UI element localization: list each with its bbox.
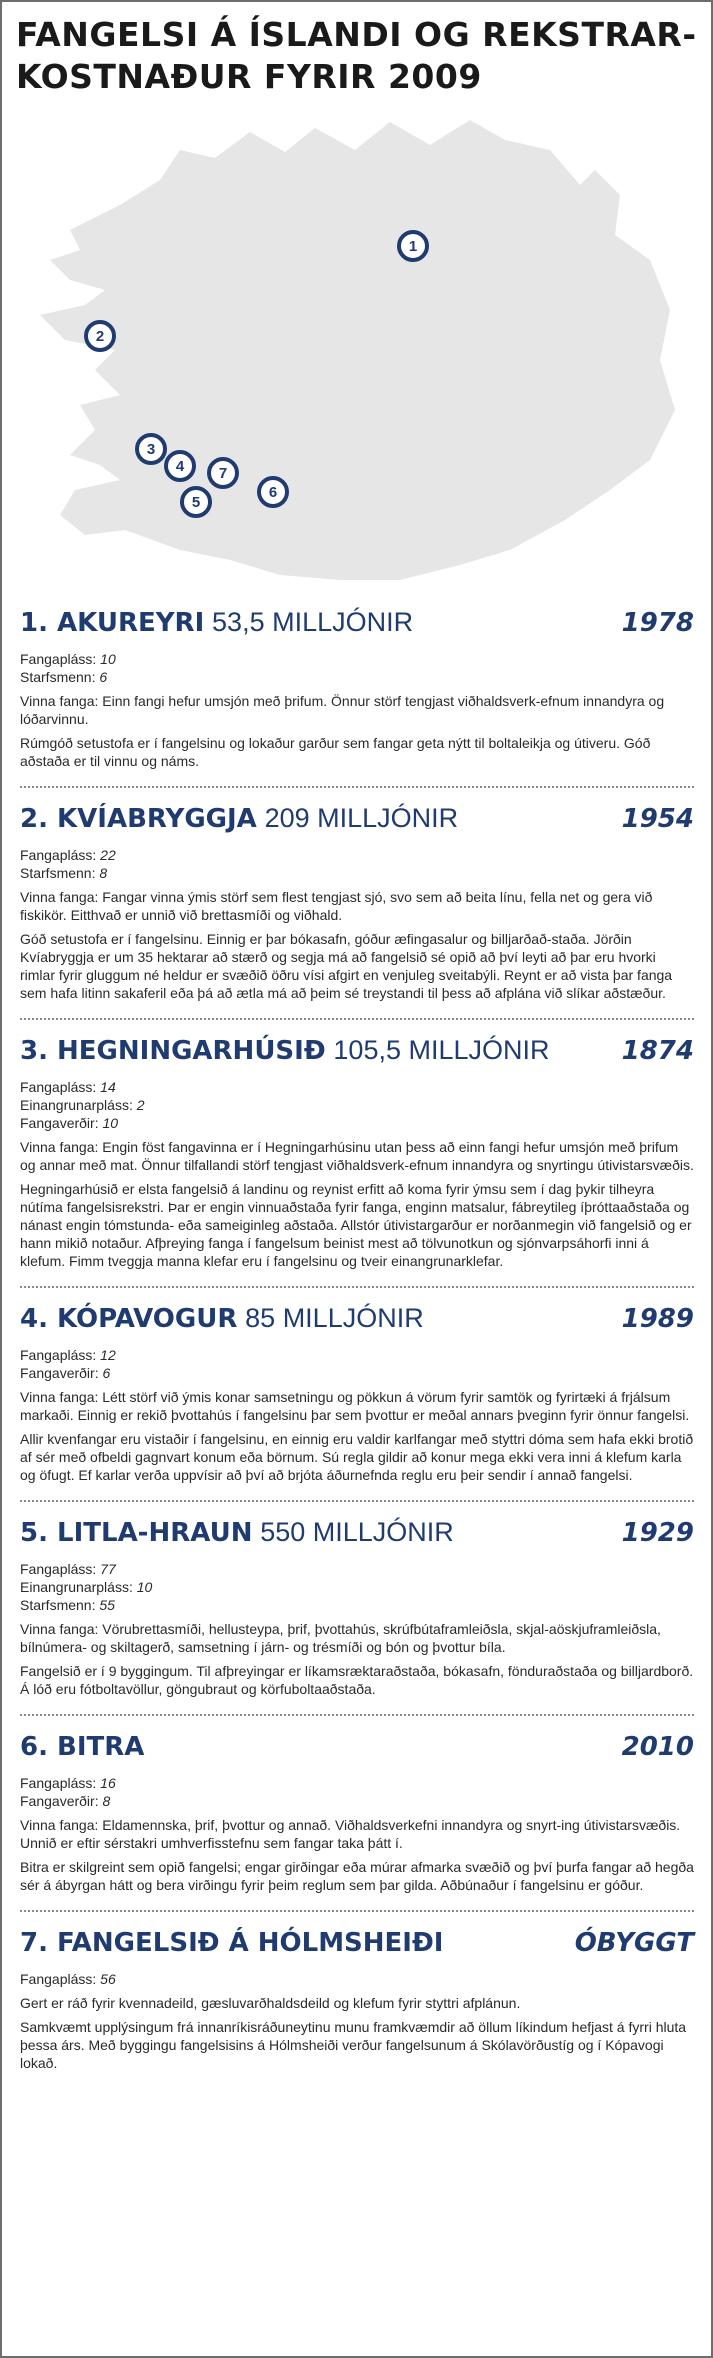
prison-cost: 209 MILLJÓNIR [264, 803, 459, 833]
prison-name: 1. AKUREYRI [20, 608, 205, 638]
fact-value: 6 [102, 1365, 111, 1381]
section-divider [20, 1500, 694, 1502]
fact-row [20, 1114, 694, 1132]
prison-paragraph: Rúmgóð setustofa er í fangelsinu og lokaður garður sem fangar geta nýtt til boltaleikja og útiveru. Góð aðstaða er til vinnu og náms. [20, 735, 651, 769]
prison-name: 5. LITLA-HRAUN [20, 1518, 253, 1548]
prison-section [20, 1922, 694, 2078]
prison-facts [20, 1078, 694, 1132]
prison-year: ÓBYGGT [574, 1928, 694, 1958]
prison-paragraph: Góð setustofa er í fangelsinu. Einnig er þar bókasafn, góður æfingasalur og billjarðað-staða. Jörðin Kvíabryggja er um 35 hektarar að stærð og segja má að fangelsið sé opið að því leyti að þar eru hvorki rimlar fyrir gluggum né heldur er svæðið öðru vísi afgirt en venjuleg sveitabýli. Reynt er að vista þar fanga sem hafa litinn sakaferil eða þá að ætla má að þeim sé treystandi til þess að afplána við slíkar aðstæður. [20, 931, 673, 1001]
map-marker-3-label: 3 [146, 441, 156, 458]
prison-paragraph: Vinna fanga: Létt störf við ýmis konar samsetningu og pökkun á vörum fyrir samtök og fyrirtæki á frjálsum markaði. Einnig er rekið þvottahús í fangelsinu þar sem þvottur er meðal annars þveginn fyrir önnur fangelsi. [20, 1389, 690, 1423]
fact-label: Fangapláss: [20, 1971, 97, 1987]
prison-header [20, 606, 694, 648]
map-marker-5-label: 5 [191, 494, 201, 511]
prison-header [20, 1302, 694, 1344]
section-divider [20, 1910, 694, 1912]
fact-label: Fangaverðir: [20, 1793, 99, 1809]
prison-facts [20, 846, 694, 882]
fact-row [20, 650, 694, 668]
fact-value: 12 [100, 1347, 116, 1363]
fact-row [20, 1596, 694, 1614]
fact-label: Fangapláss: [20, 1079, 97, 1095]
prison-year: 2010 [621, 1732, 694, 1762]
fact-row [20, 846, 694, 864]
map-marker-2 [86, 322, 114, 350]
prison-cost: 105,5 MILLJÓNIR [333, 1035, 550, 1065]
prison-section [20, 1030, 694, 1276]
prison-cost: 53,5 MILLJÓNIR [212, 607, 414, 637]
fact-value: 55 [99, 1597, 115, 1613]
fact-row [20, 668, 694, 686]
prison-name: 7. FANGELSIÐ Á HÓLMSHEIÐI [20, 1928, 444, 1958]
prison-facts [20, 1346, 694, 1382]
fact-label: Einangrunarpláss: [20, 1579, 133, 1595]
section-divider [20, 1018, 694, 1020]
iceland-landmass [40, 120, 675, 580]
map-marker-4-label: 4 [175, 458, 185, 475]
map-marker-5 [182, 488, 210, 516]
fact-row [20, 1346, 694, 1364]
fact-label: Starfsmenn: [20, 865, 96, 881]
map-marker-7 [209, 459, 237, 487]
section-divider [20, 1714, 694, 1716]
headline-line-2: KOSTNAÐUR FYRIR 2009 [16, 57, 482, 96]
prison-paragraph: Vinna fanga: Engin föst fangavinna er í Hegningarhúsinu utan þess að einn fangi hefur umsjón með þrifum og annar með mat. Önnur tilfallandi störf tengjast viðhaldsverk-efnum innandyra og snyrtingu útivistarsvæðis. [20, 1139, 694, 1173]
prison-header [20, 1926, 694, 1968]
fact-value: 8 [99, 865, 108, 881]
prison-title [20, 1730, 144, 1762]
fact-row [20, 1578, 694, 1596]
prison-title [20, 1034, 550, 1066]
prison-paragraph: Fangelsið er í 9 byggingum. Til afþreyingar er líkamsræktaraðstaða, bókasafn, fönduraðstaða og billjardborð. Á lóð eru fótboltavöllur, göngubraut og körfuboltaaðstaða. [20, 1663, 694, 1697]
fact-value: 56 [100, 1971, 116, 1987]
map-marker-4 [166, 452, 194, 480]
prison-cost: 85 MILLJÓNIR [245, 1303, 424, 1333]
prison-header [20, 1730, 694, 1772]
fact-label: Einangrunarpláss: [20, 1097, 133, 1113]
prison-section [20, 602, 694, 776]
fact-row [20, 864, 694, 882]
fact-label: Fangapláss: [20, 1561, 97, 1577]
prison-name: 2. KVÍABRYGGJA [20, 804, 257, 834]
prison-paragraph: Gert er ráð fyrir kvennadeild, gæsluvarðhaldsdeild og klefum fyrir styttri afplánun. [20, 1995, 521, 2011]
fact-label: Starfsmenn: [20, 669, 96, 685]
prison-header [20, 802, 694, 844]
fact-row [20, 1078, 694, 1096]
prison-name: 6. BITRA [20, 1732, 145, 1762]
iceland-map [10, 110, 706, 595]
fact-row [20, 1560, 694, 1578]
prison-paragraph: Allir kvenfangar eru vistaðir í fangelsinu, en einnig eru valdir karlfangar með styttri dóma sem hafa ekki brotið af sér með ofbeldi gagnvart konum eða börnum. Sú regla gildir að konur mega ekki vera inni á klefum karla og öfugt. Ef karlar verða uppvísir að því að brjóta áðurnefnda reglu eru þeir sendir í annað fangelsi. [20, 1431, 694, 1483]
prison-title [20, 1926, 443, 1958]
prison-paragraph: Vinna fanga: Eldamennska, þrif, þvottur og annað. Viðhaldsverkefni innandyra og snyrt-ing útivistarsvæðis. Unnið er eftir sérstakri umhverfisstefnu sem fangar taka þátt í. [20, 1817, 681, 1851]
fact-value: 16 [100, 1775, 116, 1791]
fact-label: Fangapláss: [20, 1775, 97, 1791]
prison-section [20, 1512, 694, 1704]
prison-paragraph: Vinna fanga: Vörubrettasmíði, hellusteypa, þrif, þvottahús, skrúfbútaframleiðsla, skjal-aöskjuframleiðsla, bílnúmera- og skiltagerð, samsetning í járn- og trésmíði og bón og þvottur bíla. [20, 1621, 661, 1655]
prison-title [20, 606, 413, 638]
fact-value: 22 [100, 847, 116, 863]
fact-label: Fangaverðir: [20, 1115, 99, 1131]
fact-row [20, 1792, 694, 1810]
prison-header [20, 1034, 694, 1076]
section-divider [20, 1286, 694, 1288]
fact-row [20, 1364, 694, 1382]
map-marker-6-label: 6 [268, 484, 278, 501]
fact-value: 10 [136, 1579, 153, 1595]
prison-paragraph: Hegningarhúsið er elsta fangelsið á landinu og reynist erfitt að koma fyrir ýmsu sem í dag þykir tilheyra nútíma fangelsisrekstri. Þar er engin vinnuaðstaða fyrir fanga, enginn matsalur, fábreytileg íþróttaaðstaða og nánast engin tómstunda- eða sameiginleg aðstaða. Allstór útivistargarður er norðanmegin við fangelsið og er hann mikið notaður. Afþreying fanga í fangelsum beinist mest að tölvunotkun og sjónvarpsáhorfi inni á klefum. Fimm tveggja manna klefar eru í fangelsinu og tveir einangrunarklefar. [20, 1181, 692, 1269]
prison-section [20, 798, 694, 1008]
prison-header [20, 1516, 694, 1558]
map-marker-3 [137, 435, 165, 463]
fact-value: 6 [99, 669, 108, 685]
fact-label: Fangapláss: [20, 1347, 97, 1363]
prison-paragraph: Vinna fanga: Einn fangi hefur umsjón með þrifum. Önnur störf tengjast viðhaldsverk-efnum innandyra og lóðarvinnu. [20, 693, 665, 727]
fact-row [20, 1096, 694, 1114]
map-marker-1-label: 1 [408, 238, 418, 255]
fact-row [20, 1970, 694, 1988]
prison-paragraph: Samkvæmt upplýsingum frá innanríkisráðuneytinu munu framkvæmdir að öllum líkindum hefjast á fyrri hluta þessa árs. Með byggingu fangelsisins á Hólmsheiði verður fangelsunum á Skólavörðustíg og í Kópavogi lokað. [20, 2019, 687, 2071]
prison-year: 1954 [621, 804, 694, 834]
map-marker-6 [259, 478, 287, 506]
fact-label: Fangapláss: [20, 651, 97, 667]
prison-name: 3. HEGNINGARHÚSIÐ [20, 1036, 326, 1066]
prison-year: 1929 [621, 1518, 694, 1548]
prison-year: 1874 [621, 1036, 694, 1066]
prison-title [20, 1302, 424, 1334]
prison-cost: 550 MILLJÓNIR [260, 1517, 454, 1547]
map-marker-7-label: 7 [218, 465, 228, 482]
fact-value: 10 [100, 651, 116, 667]
prison-section [20, 1726, 694, 1900]
prison-paragraph: Vinna fanga: Fangar vinna ýmis störf sem flest tengjast sjó, svo sem að beita línu, fella net og gera við fiskikör. Eitthvað er unnið við brettasmíði og viðhald. [20, 889, 653, 923]
fact-value: 10 [102, 1115, 119, 1131]
headline-line-1: FANGELSI Á ÍSLANDI OG REKSTRAR- [16, 15, 697, 54]
fact-value: 14 [100, 1079, 116, 1095]
fact-label: Fangaverðir: [20, 1365, 99, 1381]
fact-value: 8 [102, 1793, 111, 1809]
map-marker-2-label: 2 [95, 328, 105, 345]
map-marker-1 [399, 232, 427, 260]
fact-value: 2 [136, 1097, 145, 1113]
prison-paragraph: Bitra er skilgreint sem opið fangelsi; engar girðingar eða múrar afmarka svæðið og því þurfa fangar að hegða sér á ábyrgan hátt og bera virðingu fyrir þeim reglum sem þar gilda. Aðbúnaður í fangelsinu er góður. [20, 1859, 694, 1893]
fact-label: Fangapláss: [20, 847, 97, 863]
prison-year: 1989 [621, 1304, 694, 1334]
prison-facts [20, 650, 694, 686]
fact-value: 77 [100, 1561, 116, 1577]
prison-facts [20, 1774, 694, 1810]
section-divider [20, 786, 694, 788]
prison-name: 4. KÓPAVOGUR [20, 1304, 238, 1334]
prison-section [20, 1298, 694, 1490]
prison-facts [20, 1560, 694, 1614]
prison-facts [20, 1970, 694, 1988]
prison-title [20, 1516, 454, 1548]
prison-year: 1978 [621, 608, 694, 638]
prison-list [20, 602, 694, 2078]
headline [16, 14, 696, 98]
fact-row [20, 1774, 694, 1792]
prison-title [20, 802, 458, 834]
fact-label: Starfsmenn: [20, 1597, 96, 1613]
